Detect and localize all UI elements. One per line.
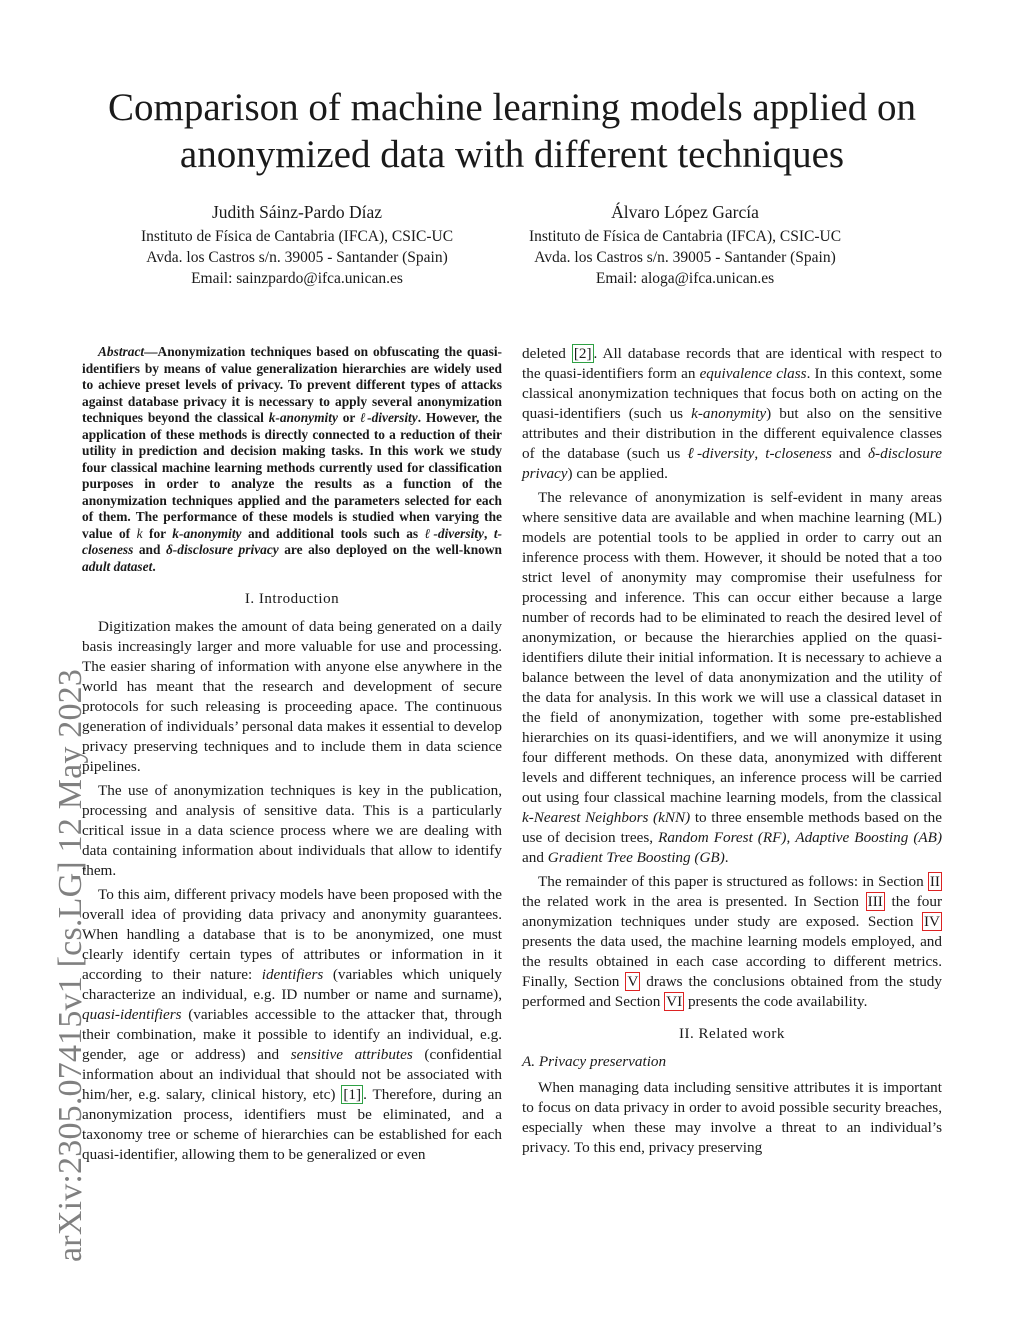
citation-link[interactable]: [2] — [573, 345, 592, 362]
abstract: Abstract—Anonymization techniques based on obfuscating the quasi-identifiers by means of value generalization hierarchies are widely used to achieve preset levels of privacy. To prevent different types of attacks against database privacy it is necessary to apply several anonymization techniques beyond the classical k-anonymity or ℓ-diversity. However, the application of these methods is directly connected to a reduction of their utility in prediction and decision making tasks. In this work we study four classical machine learning methods currently used for classification purposes in order to analyze the results as a function of the anonymization techniques applied and the parameters selected for each of them. The performance of these models is studied when varying the value of k for k-anonymity and additional tools such as ℓ-diversity, t-closeness and δ-disclosure privacy are also deployed on the well-known adult dataset. — [82, 344, 502, 574]
author-block-1 — [97, 202, 497, 289]
author-email: Email: sainzpardo@ifca.unican.es — [191, 270, 403, 287]
arxiv-stamp: arXiv:2305.07415v1 [cs.LG] 12 May 2023 — [52, 668, 89, 1262]
paragraph: Digitization makes the amount of data being generated on a daily basis increasingly larger and more valuable for use and processing. The easier sharing of information with anyone else anywhere in the world has meant that the research and development of secure protocols for such releasing is proceeding apace. The continuous generation of individuals’ personal data makes it essential to develop privacy preserving techniques and to include them in data science pipelines. — [82, 618, 502, 775]
paragraph: deleted [2] . All database records that are identical with respect to the quasi-identifiers form an equivalence class. In this context, some classical anonymization techniques that focus both on acting on the quasi-identifiers (such us k-anonymity) but also on the sensitive attributes and their distribution in the different equivalence classes of the database (such us ℓ-diversity, t-closeness and δ-disclosure privacy) can be applied. — [522, 345, 943, 482]
subsection-heading: A. Privacy preservation — [522, 1053, 667, 1070]
author-affiliation: Instituto de Física de Cantabria (IFCA), CSIC-UC — [140, 228, 454, 245]
author-address: Avda. los Castros s/n. 39005 - Santander (Spain) — [534, 249, 836, 266]
title-line-2: anonymized data with different techniques — [179, 133, 845, 176]
right-column — [522, 344, 942, 1162]
author-address: Avda. los Castros s/n. 39005 - Santander (Spain) — [146, 249, 448, 266]
section-ref-link[interactable]: IV — [923, 913, 940, 930]
citation-link[interactable]: [1] — [343, 1086, 362, 1103]
paragraph: The remainder of this paper is structured as follows: in Section II the related work in the area is presented. In Section III the four anonymization techniques under study are exposed. Section IV presents the data used, the machine learning models employed, and the results obtained in each case according to different metrics. Finally, Section V draws the conclusions obtained from the study performed and Section VI presents the code availability. — [522, 873, 943, 1010]
author-email: Email: aloga@ifca.unican.es — [595, 270, 775, 287]
paragraph: To this aim, different privacy models have been proposed with the overall idea of providing data privacy and anonymity guarantees. When handling a database that is to be anonymized, one must clearly identify certain types of attributes or information in it according to their nature: identifiers (variables which uniquely characterize an individual, e.g. ID number or name and surname), quasi-identifiers (variables accessible to the attacker that, through their combination, make it possible to identify an individual, e.g. gender, age or address) and sensitive attributes (confidential information about an individual that should not be associated with him/her, e.g. salary, clinical history, etc) [1] . Therefore, during an anonymization process, identifiers must be eliminated, and a taxonomy tree or scheme of hierarchies can be established for each quasi-identifier, allowing them to be generalized or even — [82, 886, 503, 1163]
section-ref-link[interactable]: III — [867, 893, 883, 910]
section-heading-related-work: II. Related work — [679, 1026, 785, 1042]
abstract-label: Abstract — [98, 344, 145, 359]
paper-title — [60, 84, 964, 178]
paragraph: When managing data including sensitive attributes it is important to focus on data privacy in order to avoid possible security breaches, especially when these may involve a threat to an individual’s privacy. To this end, privacy preserving — [522, 1079, 942, 1156]
section-ref-link[interactable]: V — [627, 973, 639, 990]
author-name: Judith Sáinz-Pardo Díaz — [211, 202, 383, 222]
author-block-2 — [485, 202, 885, 289]
section-ref-link[interactable]: VI — [666, 993, 683, 1010]
paragraph: The relevance of anonymization is self-evident in many areas where sensitive data are available and when machine learning (ML) models are potential tools to be applied in order to carry out an inference process with them. However, it should be noted that a too strict level of anonymity may compromise their usefulness for processing and inference. This can occur either because a large number of records had to be eliminated to reach the desired level of anonymization, or because the hierarchies applied on the quasi-identifiers dilute their initial information. It is necessary to achieve a balance between the level of data anonymization and the utility of the data for analysis. In this work we will use a classical dataset in the field of anonymization, together with some pre-established hierarchies on its quasi-identifiers, and we will anonymize it using four different methods. On these data, anonymized with different levels and different techniques, an inference process will be carried out using four classical machine learning models, from the classical k-Nearest Neighbors (kNN) to three ensemble methods based on the use of decision trees, Random Forest (RF), Adaptive Boosting (AB) and Gradient Tree Boosting (GB). — [522, 489, 943, 866]
paragraph: The use of anonymization techniques is key in the publication, processing and analysis of sensitive data. This is a particularly critical issue in a data science process where we are dealing with data containing information about individuals that allow to identify them. — [82, 782, 502, 879]
author-name: Álvaro López García — [611, 202, 759, 222]
section-ref-link[interactable]: II — [929, 873, 940, 890]
section-heading-introduction: I. Introduction — [244, 591, 340, 607]
left-column — [82, 344, 502, 1169]
title-line-1: Comparison of machine learning models applied on — [108, 86, 916, 129]
author-affiliation: Instituto de Física de Cantabria (IFCA), CSIC-UC — [528, 228, 842, 245]
